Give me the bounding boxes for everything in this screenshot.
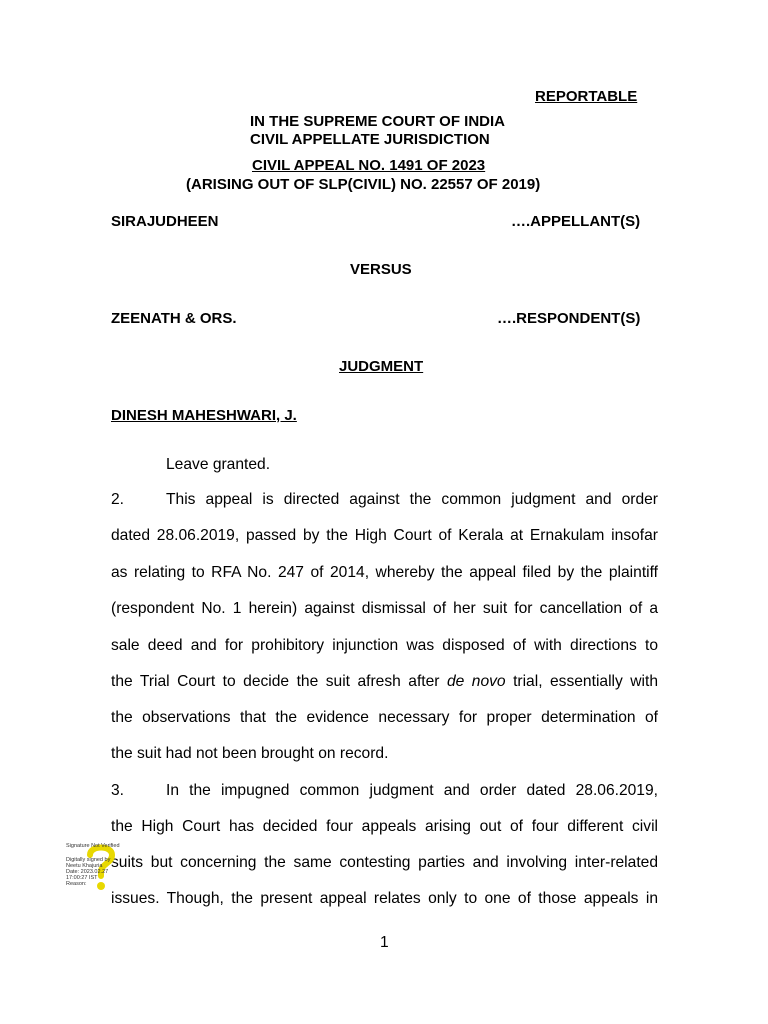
signature-reason: Reason: <box>66 881 87 887</box>
appellant-role: ….APPELLANT(S) <box>511 213 641 230</box>
para-2-line: the observations that the evidence necessary for proper determination of <box>111 709 658 726</box>
signature-status: Signature Not Verified <box>66 843 120 849</box>
judgment-title: JUDGMENT <box>339 358 424 375</box>
para-1: Leave granted. <box>166 456 271 473</box>
para-2-line: (respondent No. 1 herein) against dismissal of her suit for cancellation of a <box>111 600 658 617</box>
respondent-role: ….RESPONDENT(S) <box>497 310 641 327</box>
de-novo-italic: de novo <box>446 673 506 690</box>
appeal-number: CIVIL APPEAL NO. 1491 OF 2023 <box>252 157 486 174</box>
reportable-label: REPORTABLE <box>535 88 638 105</box>
para-2-line: as relating to RFA No. 247 of 2014, whereby the appeal filed by the plaintiff <box>111 564 658 581</box>
signature-time: 17:00:27 IST <box>66 875 98 881</box>
signature-signer: Neetu Khajuria <box>66 863 103 869</box>
para-2-line: the Trial Court to decide the suit afresh after de novo trial, essentially with <box>111 673 659 690</box>
judge-name: DINESH MAHESHWARI, J. <box>111 407 297 424</box>
para-2-line: dated 28.06.2019, passed by the High Court of Kerala at Ernakulam insofar <box>111 527 658 544</box>
arising-out-of: (ARISING OUT OF SLP(CIVIL) NO. 22557 OF 2019) <box>186 176 541 193</box>
para-2-line: the suit had not been brought on record. <box>111 745 389 762</box>
signature-signed-by: Digitally signed by <box>66 857 111 863</box>
para-3-line: the High Court has decided four appeals arising out of four different civil <box>111 818 658 835</box>
para-3-line: issues. Though, the present appeal relates only to one of those appeals in <box>111 890 658 907</box>
para-2-line: sale deed and for prohibitory injunction was disposed of with directions to <box>111 637 658 654</box>
appellant-name: SIRAJUDHEEN <box>111 213 219 230</box>
para-2-line: This appeal is directed against the common judgment and order <box>166 491 658 508</box>
versus-label: VERSUS <box>350 261 412 278</box>
para-2-number: 2. <box>111 491 125 508</box>
jurisdiction: CIVIL APPELLATE JURISDICTION <box>250 131 490 148</box>
court-name: IN THE SUPREME COURT OF INDIA <box>250 113 506 130</box>
signature-date: Date: 2023.02.27 <box>66 869 109 875</box>
para-3-line: In the impugned common judgment and order dated 28.06.2019, <box>166 782 658 799</box>
page-number: 1 <box>380 934 389 951</box>
respondent-name: ZEENATH & ORS. <box>111 310 237 327</box>
para-3-number: 3. <box>111 782 125 799</box>
para-3-line: suits but concerning the same contesting parties and involving inter-related <box>111 854 658 871</box>
